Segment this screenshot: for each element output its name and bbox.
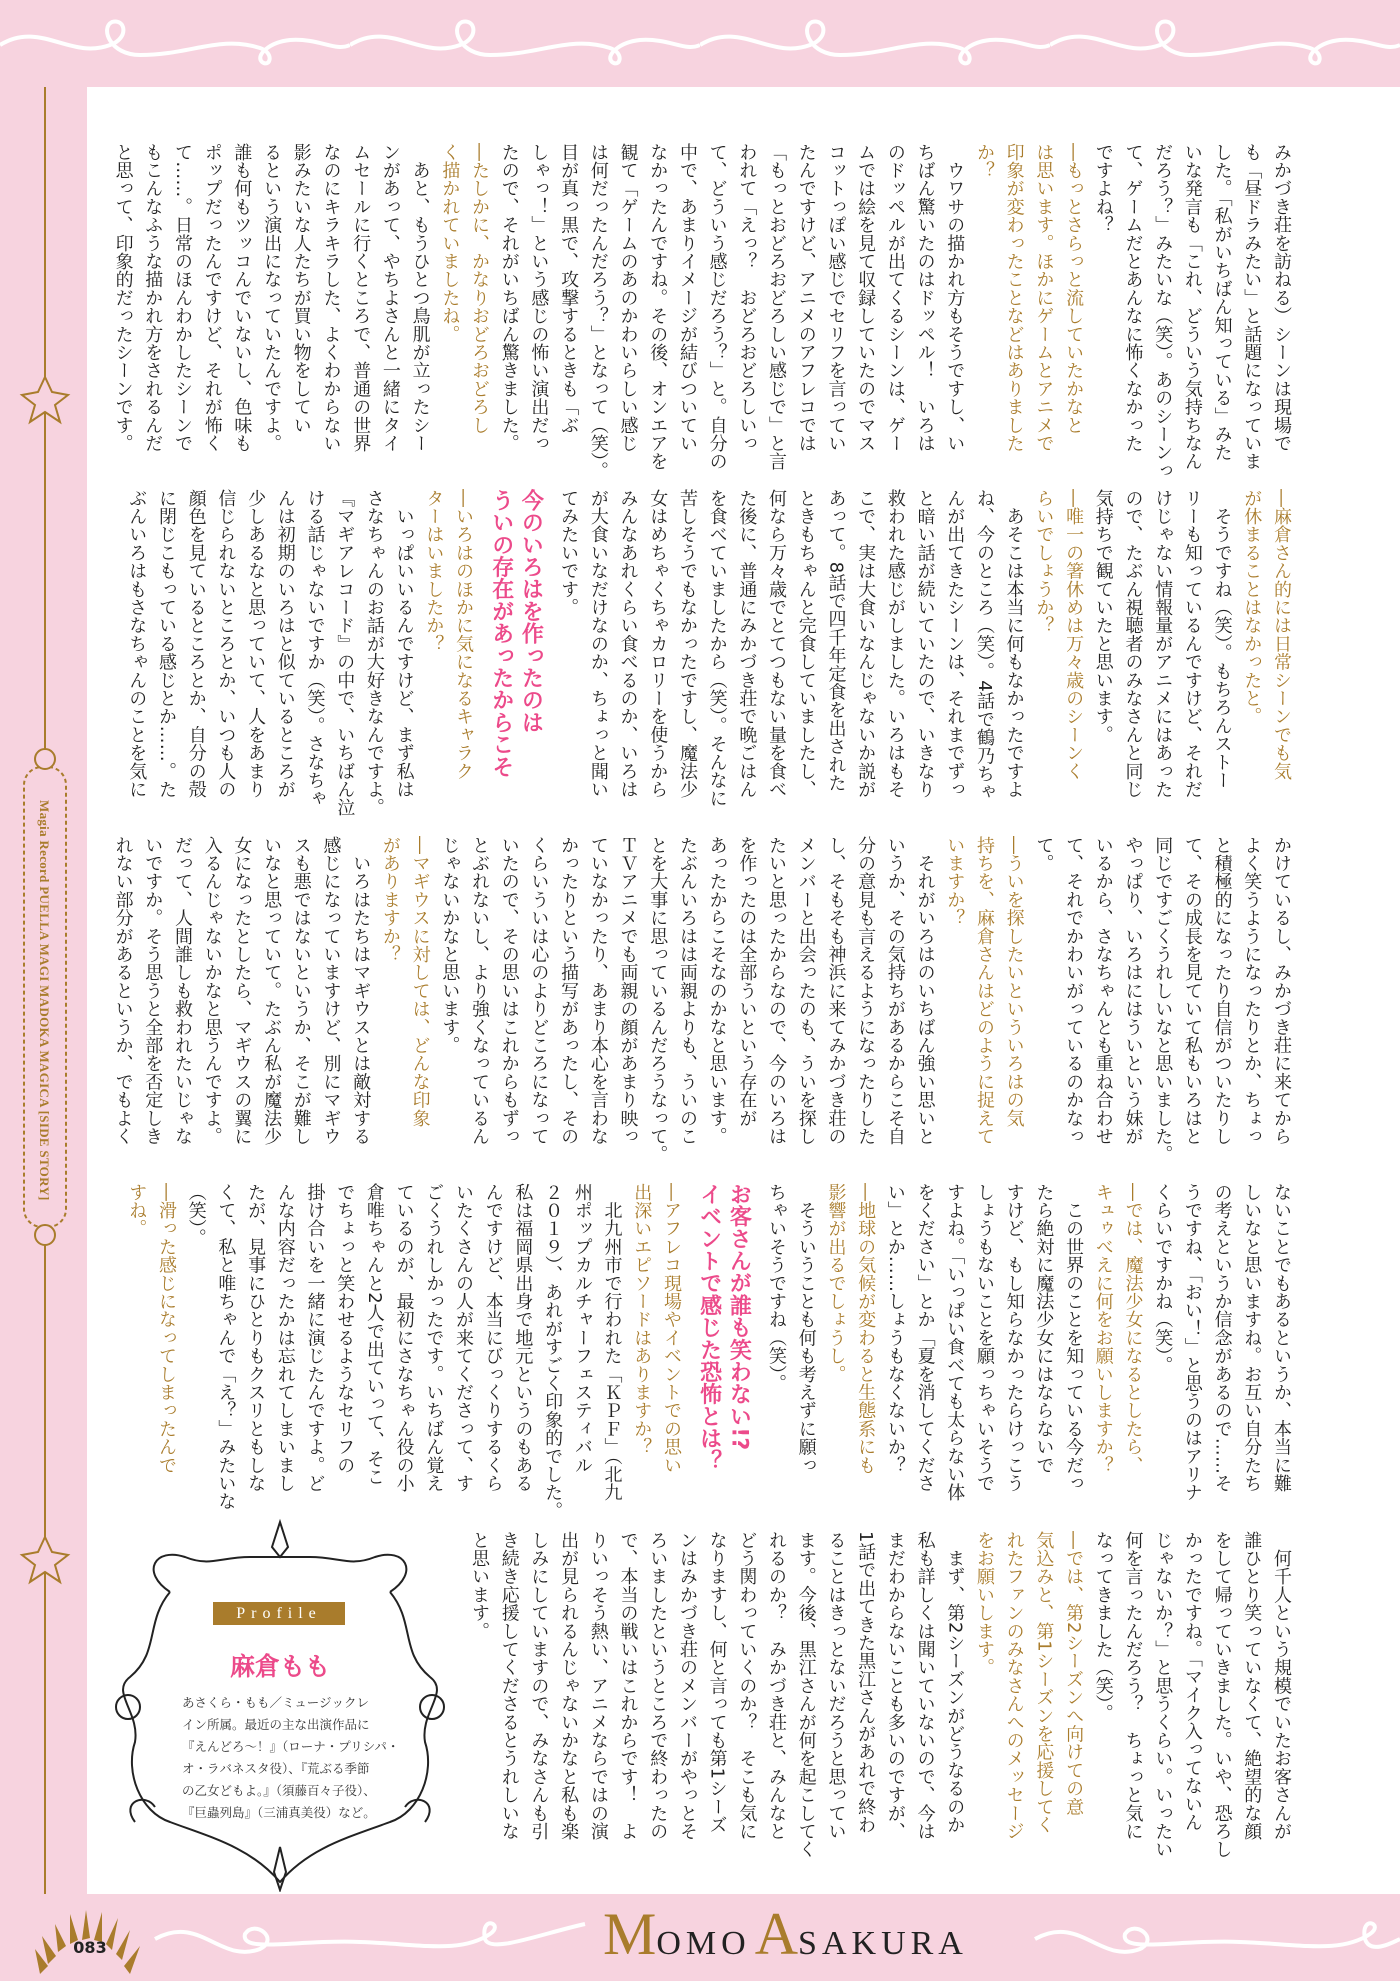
answer-paragraph [181,1183,627,1520]
answer-paragraph-line: いたので、その思いはこれからもずっ [498,836,520,1146]
answer-paragraph [761,1183,820,1495]
answer-paragraph-line: そうですね（笑）。もちろんストー [1211,489,1233,790]
question-paragraph-line: ―唯一の箸休めは万々歳のシーンく [1063,489,1085,781]
section-headline-line: お客さんが誰も笑わない!? [726,1183,752,1451]
answer-paragraph-line: たんですけど、アニメのアフレコでは [795,143,817,453]
answer-paragraph-line: たので、それがいちばん驚きました。 [498,143,520,453]
answer-paragraph-line: しみにしていますので、みなさんも引 [528,1531,550,1841]
answer-paragraph-line: 倉唯ちゃんと2人で出ていって、そこ [363,1183,385,1486]
answer-paragraph-line: を作ったのは全部ういという存在が [736,836,758,1128]
answer-paragraph-line: ちばん驚いたのはドッペル！ いろは [914,143,936,453]
interviewee-name-title [603,1900,968,1970]
question-paragraph [1088,1183,1147,1495]
answer-paragraph-line: 何千人という規模でいたお客さんが [1271,1531,1292,1841]
answer-paragraph [1088,1531,1296,1859]
question-paragraph-line: ―地球の気候が変わると生態系にも [855,1183,877,1475]
profile-name: 麻倉もも [229,1652,330,1681]
answer-paragraph-line: なのにキラキラした、よくわからない [320,143,342,453]
answer-paragraph-line: スも悪ではないというか、そこが難し [290,836,312,1146]
answer-paragraph-line: もこんなふうな描かれ方をされるんだ [142,143,164,453]
answer-paragraph-line: ２０１９）、あれがすごく印象的でした。 [542,1183,564,1520]
text-tier-5 [464,1531,1296,1859]
answer-paragraph [435,836,940,1164]
answer-paragraph-line: て、その成長を見ていて私もいろはと [1181,836,1203,1146]
answer-paragraph-line: 女はめちゃくちゃカロリーを使うから [647,489,669,799]
answer-paragraph-line: 北九州市で行われた「ＫＰＦ」（北九 [601,1183,623,1502]
answer-paragraph-line: ちゃいそうですね（笑）。 [766,1183,788,1393]
question-paragraph [627,1183,686,1495]
question-paragraph-line: らいでしょうか？ [1033,489,1055,635]
question-paragraph-line: ターはいましたか？ [423,489,445,653]
answer-paragraph-line: たいと思ったからなので、今のいろは [766,836,788,1146]
profile-bio-line: イン所属。最近の主な出演作品に [182,1717,370,1732]
answer-paragraph-line: てみたいです。 [558,489,580,617]
answer-paragraph-line: だって、人間誰しも救われたいじゃな [171,836,193,1146]
answer-paragraph-line: ンがあって、やちよさんと一緒にタイ [379,143,401,453]
answer-paragraph-line: ＴＶアニメでも両親の顔があまり映っ [617,836,639,1146]
answer-paragraph-line: じゃないか？」と思うくらい。いったい [1152,1531,1174,1859]
answer-paragraph [464,1531,969,1859]
answer-paragraph-line: 影みたいな人たちが買い物をしてい [290,143,312,435]
answer-paragraph-line: メンバーと出会ったのも、ういを探し [795,836,817,1146]
answer-paragraph-line: ます。今後、黒江さんが何を起こしてく [795,1531,817,1859]
answer-paragraph-line: あって。8話で四千年定食を出された [825,489,847,792]
answer-paragraph-line: しょうもないことを願っちゃいそうで [973,1183,995,1493]
answer-paragraph-line: んですけど、本当にびっくりするくら [482,1183,504,1493]
answer-paragraph-line: われて「えっ？ おどろおどろしいっ [736,143,758,453]
question-paragraph-line: ―アフレコ現場やイベントでの思い [660,1183,682,1475]
answer-paragraph [1029,836,1296,1164]
section-headline [486,489,545,801]
question-paragraph-line: 印象が変わったことなどはありました [1003,143,1025,453]
answer-paragraph-line: をください」とか「夏を消してくださ [914,1183,936,1493]
answer-paragraph-line: かったですね。「マイク入ってないん [1181,1531,1203,1832]
answer-paragraph-line: ぶんいろはもさなちゃんのことを気に [126,489,148,799]
answer-paragraph-line: い」とか……しょうもなくないか？ [884,1183,906,1475]
name-initial: A [754,1901,799,1967]
answer-paragraph-line: くらいですかね（笑）。 [1152,1183,1174,1375]
text-tier-4 [122,1183,1296,1520]
answer-paragraph-line: ないことでもあるというか、本当に難 [1271,1183,1292,1493]
profile-bio [182,1692,400,1824]
top-swirl-ornament-band [0,0,1400,87]
question-paragraph [122,1183,181,1495]
profile-bio-line: 『巨蟲列島』（三浦真美役）など。 [182,1805,376,1820]
question-paragraph-line: をお願いします。 [973,1531,995,1677]
answer-paragraph-line: 何を言ったんだろう？ ちょっと気に [1122,1531,1144,1841]
answer-paragraph-line: を食べていましたから（笑）。そんなに [706,489,728,808]
question-paragraph [969,1531,1088,1843]
answer-paragraph [1088,489,1237,801]
answer-paragraph-line: るという演出になっていたんですよ。 [261,143,283,453]
answer-paragraph-line: んは初期のいろはと似ているところが [274,489,296,799]
text-tier-2 [122,489,1296,817]
answer-paragraph-line: ることはきっとないだろうと思ってい [825,1531,847,1841]
answer-paragraph-line: んな内容だったかは忘れてしまいまし [274,1183,296,1493]
answer-paragraph-line: ろいましたというところで終わったの [647,1531,669,1841]
answer-paragraph-line: この世界のことを知っている今だっ [1063,1183,1085,1493]
section-headline-line: 今のいろはを作ったのは [518,489,544,734]
profile-bio-line: 『えんどろ～！』（ローナ・プリシパ・ [182,1739,400,1754]
answer-paragraph [1147,1183,1296,1502]
question-paragraph-line: か？ [973,143,995,180]
section-headline [694,1183,753,1495]
answer-paragraph-line: 何なら万々歳でとてつもない量を食べ [766,489,788,799]
answer-paragraph-line: かったりという描写があったし、その [558,836,580,1146]
answer-paragraph-line: いうか、その気持ちがあるからこそ自 [884,836,906,1146]
question-paragraph-line: ―もっとさらっと流していたかなと [1063,143,1085,435]
question-paragraph [969,143,1088,455]
question-paragraph-line: いますか？ [944,836,966,927]
answer-paragraph-line: て。 [1033,836,1055,873]
answer-paragraph-line: ね、今のところ（笑）。4話で鶴乃ちゃ [973,489,995,802]
question-paragraph-line: がありますか？ [379,836,401,964]
question-paragraph-line: ―麻倉さん的には日常シーンでも気 [1271,489,1292,781]
answer-paragraph-line: ですよね？ [1092,143,1114,234]
question-paragraph [821,1183,880,1495]
answer-paragraph-line: しゃっ！」という感じの怖い演出だっ [528,143,550,453]
question-paragraph-line: ―ういを探したいといういろはの気 [1003,836,1025,1128]
answer-paragraph-line: あそこは本当に何もなかったですよ [1003,489,1025,799]
question-paragraph-line: ―では、第2シーズンへ向けての意 [1063,1531,1085,1816]
answer-paragraph-line: をして帰っていきました。いや、恐ろし [1211,1531,1233,1859]
profile-bio-line: の乙女どもよ。』（須藤百々子役）、 [182,1783,376,1798]
answer-paragraph-line: （笑）。 [185,1183,207,1247]
answer-paragraph-line: 少しあるなと思っていて、人をあまり [245,489,267,799]
answer-paragraph-line: と暗い話が続いていたので、いきなり [914,489,936,799]
answer-paragraph-line: 掛け合いを一緒に演じたんですよ。ど [304,1183,326,1493]
answer-paragraph [1088,143,1296,480]
answer-paragraph-line: と思います。 [469,1531,491,1641]
answer-paragraph-line: し、そもそも神浜に来てみかづき荘の [825,836,847,1146]
question-paragraph [1029,489,1088,801]
answer-paragraph [108,143,435,455]
answer-paragraph-line: ンはみかづき荘のメンバーがやっとそ [676,1531,698,1841]
question-paragraph [1237,489,1296,801]
answer-paragraph-line: いですか。そう思うと全部を否定しき [142,836,164,1146]
question-paragraph-line: ―たしかに、かなりおどろおどろし [469,143,491,435]
answer-paragraph-line: 気持ちで観ていたと思います。 [1092,489,1114,744]
answer-paragraph [494,143,969,480]
question-paragraph-line: 持ちを、麻倉さんはどのように捉えて [973,836,995,1146]
answer-paragraph-line: と思って、印象的だったシーンです。 [112,143,134,453]
answer-paragraph-line: いろはたちはマギウスとは敵対する [350,836,372,1146]
answer-paragraph-line: たが、見事にひとりもクスリともしな [245,1183,267,1493]
answer-paragraph-line: と積極的になったり自信がついたりし [1211,836,1233,1146]
series-title: Magia Record PUELLA MAGI MADOKA MAGICA [SIDE STORY] [37,799,52,1201]
answer-paragraph-line: 観て「ゲームのあのかわいらしい感じ [617,143,639,453]
question-paragraph-line: すね。 [126,1183,148,1238]
answer-paragraph-line: あと、もうひとつ鳥肌が立ったシー [409,143,431,453]
answer-paragraph-line: ムでは絵を見て収録していたのでマス [855,143,877,453]
answer-paragraph-line: 州ポップカルチャーフェスティバル [571,1183,593,1475]
section-headline-line: ういの存在があったからこそ [488,489,514,778]
answer-paragraph-line: とを大事に思っているんだろうなって。 [647,836,669,1164]
answer-paragraph-line: すけど、もし知らなかったらけっこう [1003,1183,1025,1493]
question-paragraph-line: 出深いエピソードはありますか？ [631,1183,653,1456]
question-paragraph-line: キュゥべえに何をお願いしますか？ [1092,1183,1114,1475]
answer-paragraph-line: まだわからないことも多いのですが、 [884,1531,906,1841]
answer-paragraph-line: 顔色を見ているところとか、自分の殻 [185,489,207,799]
answer-paragraph-line: れるのか？ みかづき荘と、みんなと [766,1531,788,1841]
answer-paragraph-line: 感じになっていますけど、別にマギウ [320,836,342,1146]
answer-paragraph-line: けじゃない情報量がアニメにはあった [1152,489,1174,799]
question-paragraph-line: が休まることはなかったと。 [1241,489,1263,726]
answer-paragraph-line: じゃないかなと思います。 [439,836,461,1055]
question-paragraph-line: れたファンのみなさんへのメッセージ [1003,1531,1025,1841]
answer-paragraph-line: ので、たぶん視聴者のみなさんと同じ [1122,489,1144,799]
answer-paragraph-line: ウワサの描かれ方もそうですし、い [944,143,966,453]
answer-paragraph-line: こで、実は大食いなんじゃないか説が [855,489,877,799]
answer-paragraph-line: たら絶対に魔法少女にはならないで [1033,1183,1055,1475]
question-paragraph [940,836,1029,1148]
answer-paragraph-line: た後に、普通にみかづき荘で晩ごはん [736,489,758,799]
answer-paragraph-line: みんなあれくらい食べるのか、いろは [617,489,639,799]
answer-paragraph-line: て……。日常のほんわかしたシーンで [171,143,193,453]
answer-paragraph-line: いっぱいいるんですけど、まず私は [393,489,415,799]
answer-paragraph [553,489,1028,808]
answer-paragraph-line: 入るんじゃないかなと思うんですよ。 [201,836,223,1146]
answer-paragraph-line: が大食いなだけなのか、ちょっと聞い [587,489,609,799]
answer-paragraph-line: まず、第2シーズンがどうなるのか [944,1531,966,1834]
answer-paragraph-line: て、どういう感じだろう？」と。自分の [706,143,728,471]
answer-paragraph-line: 私も詳しくは聞いていないので、今は [914,1531,936,1841]
answer-paragraph-line: ときもちゃんと完食していましたし、 [795,489,817,799]
name-rest: OMO [656,1925,751,1962]
question-paragraph [419,489,478,801]
profile-label: Profile [213,1602,345,1625]
profile-bio-line: あさくら・もも／ミュージックレ [182,1695,370,1710]
answer-paragraph-line: ける話じゃないですか（笑）。さなちゃ [304,489,326,808]
answer-paragraph-line: 信じられないところとか、いつも人の [215,489,237,799]
name-rest: SAKURA [798,1925,968,1962]
answer-paragraph-line: した。「私がいちばん知っている」みた [1211,143,1233,462]
question-paragraph-line: ―いろはのほかに気になるキャラク [453,489,475,781]
question-paragraph-line: ―マギウスに対しては、どんな印象 [409,836,431,1128]
answer-paragraph-line: 同じですごくうれしいなと思いました。 [1152,836,1174,1164]
answer-paragraph-line: ムセールに行くところで、普通の世界 [350,143,372,453]
answer-paragraph-line: いな発言も「これ、どういう気持ちなん [1181,143,1203,471]
answer-paragraph-line: どう関わっていくのか？ そこも気に [736,1531,758,1841]
answer-paragraph-line: しいなと思いますね。お互い自分たち [1241,1183,1263,1493]
answer-paragraph-line: うですね、「おい！」と思うのはアリナ [1181,1183,1203,1502]
answer-paragraph-line: くらいういは心のよりどころになって [528,836,550,1146]
question-paragraph-line: 気込みと、第1シーズンを応援してく [1033,1531,1055,1834]
answer-paragraph-line: ごくうれしかったです。いちばん覚え [423,1183,445,1493]
answer-paragraph-line: も「昼ドラみたい」と話題になっていま [1241,143,1263,471]
answer-paragraph-line: て、それでかわいがっているのかなっ [1063,836,1085,1146]
answer-paragraph-line: 目が真っ黒で、攻撃するときも「ぶ [558,143,580,435]
answer-paragraph-line: いたくさんの人が来てくださって、す [453,1183,475,1493]
answer-paragraph-line: すよね。「いっぱい食べても太らない体 [944,1183,966,1502]
answer-paragraph-line: き続き応援してくださるとうれしいな [498,1531,520,1841]
answer-paragraph-line: で、本当の戦いはこれからです！ よ [617,1531,639,1841]
answer-paragraph-line: んが出てきたシーンは、それまでずっ [944,489,966,799]
answer-paragraph-line: くて、私と唯ちゃんで「え？」みたいな [215,1183,237,1511]
answer-paragraph-line: 出が見られるんじゃないかなと私も楽 [558,1531,580,1841]
question-paragraph-line: は思います。ほかにゲームとアニメで [1033,143,1055,453]
answer-paragraph-line: 救われた感じがしました。いろはもそ [884,489,906,799]
answer-paragraph-line: れない部分があるというか、でもよく [112,836,134,1146]
question-paragraph [375,836,434,1148]
text-tier-1 [108,143,1296,480]
answer-paragraph-line: ポップだったんですけど、それが怖く [201,143,223,453]
text-tier-3 [108,836,1296,1164]
answer-paragraph-line: ているのが、最初にさなちゃん役の小 [393,1183,415,1493]
answer-paragraph-line: なりますし、何と言っても第1シーズ [706,1531,728,1834]
answer-paragraph-line: かけているし、みかづき荘に来てから [1271,836,1292,1146]
answer-paragraph [122,489,419,817]
section-headline-line: イベントで感じた恐怖とは？ [696,1183,722,1472]
answer-paragraph-line: そういうことも何も考えずに願っ [795,1183,817,1475]
answer-paragraph-line: 分の意見も言えるようになったりした [855,836,877,1146]
answer-paragraph-line: だろう？」みたいな（笑）。あのシーンっ [1152,143,1174,480]
answer-paragraph-line: 私は福岡県出身で地元というのもある [512,1183,534,1493]
profile-bio-line: オ・ラバネスタ役）、『荒ぶる季節 [182,1761,370,1776]
profile-box [100,1512,460,1892]
answer-paragraph-line: いなと思っていて。たぶん私が魔法少 [261,836,283,1146]
answer-paragraph [880,1183,1088,1502]
answer-paragraph-line: みかづき荘を訪ねる）シーンは現場で [1271,143,1292,453]
answer-paragraph-line: なかったんですね。その後、オンエアを [647,143,669,471]
question-paragraph-line: く描かれていましたね。 [439,143,461,344]
answer-paragraph-line: さなちゃんのお話が大好きなんですよ。 [363,489,385,817]
answer-paragraph-line: に閉じこもっている感じとか……。た [155,489,177,799]
answer-paragraph-line: たぶんいろはは両親よりも、ういのこ [676,836,698,1146]
question-paragraph-line: ―滑った感じになってしまったんで [155,1183,177,1475]
answer-paragraph-line: コットっぽい感じでセリフを言ってい [825,143,847,453]
answer-paragraph-line: のドッペルが出てくるシーンは、ゲー [884,143,906,453]
answer-paragraph-line: て、ゲームだとあんなに怖くなかった [1122,143,1144,453]
answer-paragraph-line: でちょっと笑わせるようなセリフの [334,1183,356,1475]
answer-paragraph-line: の考えというか信念があるので……そ [1211,1183,1233,1493]
answer-paragraph-line: あったからこそなのかなと思います。 [706,836,728,1146]
answer-paragraph-line: ていなかったり、あまり本心を言わな [587,836,609,1146]
question-paragraph-line: ―では、魔法少女になるとしたら、 [1122,1183,1144,1475]
answer-paragraph-line: 中で、あまりイメージが結びついてい [676,143,698,453]
answer-paragraph-line: よく笑うようになったりとか、ちょっ [1241,836,1263,1146]
answer-paragraph-line: 苦しそうでもなかったですし、魔法少 [676,489,698,799]
answer-paragraph-line: 誰ひとり笑っていなくて、絶望的な顔 [1241,1531,1263,1841]
answer-paragraph-line: 『マギアレコード』の中で、いちばん泣 [334,489,356,817]
answer-paragraph-line: やっぱり、いろはにはういという妹が [1122,836,1144,1146]
answer-paragraph-line: それがいろはのいちばん強い思いと [914,836,936,1146]
answer-paragraph-line: 1話で出てきた黒江さんがあれで終わ [855,1531,877,1834]
answer-paragraph-line: リーも知っているんですけど、それだ [1181,489,1203,799]
answer-paragraph [108,836,375,1148]
answer-paragraph-line: は何だったんだろう？」となって（笑）。 [587,143,609,480]
answer-paragraph-line: いるから、さなちゃんとも重ね合わせ [1092,836,1114,1146]
question-paragraph [435,143,494,455]
question-paragraph-line: 影響が出るでしょうし。 [825,1183,847,1384]
name-initial: M [603,1901,657,1967]
answer-paragraph-line: 女になったとしたら、マギウスの翼に [231,836,253,1146]
answer-paragraph-line: とぶれないし、より強くなっているん [469,836,491,1146]
page-number: 083 [73,1938,107,1957]
answer-paragraph-line: 誰も何もツッコんでいないし、色味も [231,143,253,453]
answer-paragraph-line: りいっそう熱い、アニメならではの演 [587,1531,609,1841]
answer-paragraph-line: なってきました（笑）。 [1092,1531,1114,1723]
answer-paragraph-line: 「もっとおどろおどろしい感じで」と言 [766,143,788,471]
